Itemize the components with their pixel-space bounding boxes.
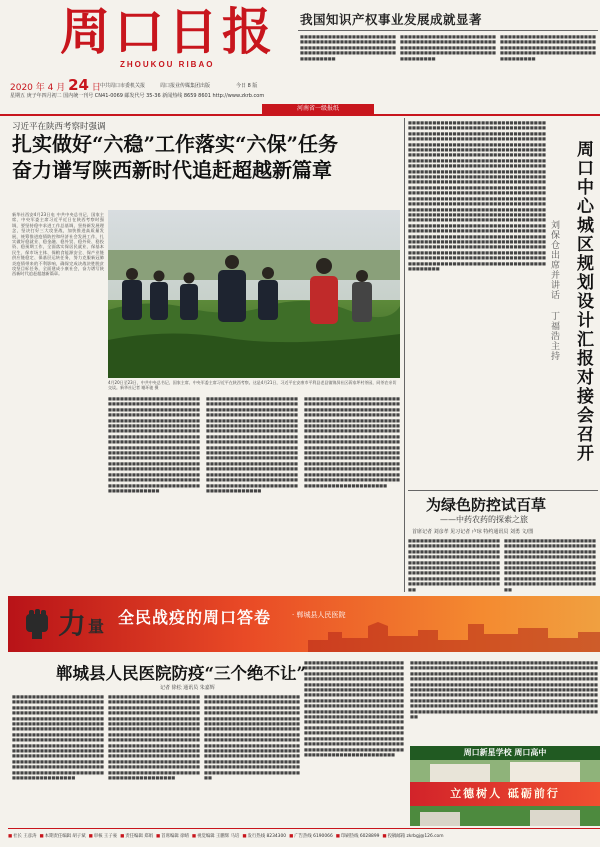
hospital-body-4: ■■■■■■■■■■■■■■■■■■■■■■■■■■■■■■■■■■■■■■■■■■■■■■■■■■■■■■■■■■■■■■■■■■■■■■■■■■■■■■■■■■■■■■■■■■■■■■■■■■■■■■■■■■■■■■■■■■■■■■■■■■■■■■■■■■■■■■■■■■■■■■■■■■■■■■■■■■■■■■■■■■■■■■■■■■■■■■■■■■■■■■■■■■■■■■■■■■■■■■■■■■■■■■■■■■■■■■■■■■■■■■■■■■■■■■■■■■■■■■■■■■■■■■■■■■■■■■■■■■■■■■■■■■■■■■■■■■■■■■■■■■■■■■■■■■■■■■■■■■■■■■■■■■■■■■■■■■■■■■■■■■■■■■■■■■■■■■■■■■■■■■■■■■■■■■■■■■■■■■■■■■■■■■■■■■■■■■■■■■■■■■■■■■■■■■■■■■■■■■■■■■■■■■■■■■■■■■■■■■■■■■■■■■■■■■■■■■■■■■■■■■■■■■■■: [304, 660, 404, 757]
footer-item: ■ 责任编辑 郑娟: [120, 833, 153, 839]
green-control-headline: 为绿色防控试百草: [426, 496, 547, 514]
masthead-pinyin: ZHOUKOU RIBAO: [120, 60, 215, 69]
weekday: 星期五: [10, 93, 26, 99]
banner-liang-char: 量: [88, 617, 105, 636]
lead-body-column-4: ■■■■■■■■■■■■■■■■■■■■■■■■■■■■■■■■■■■■■■■■■■■■■■■■■■■■■■■■■■■■■■■■■■■■■■■■■■■■■■■■■■■■■■■■■■■■■■■■■■■■■■■■■■■■■■■■■■■■■■■■■■■■■■■■■■■■■■■■■■■■■■■■■■■■■■■■■■■■■■■■■■■■■■■■■■■■■■■■■■■■■■■■■■■■■■■■■■■■■■■■■■■■■■■■■■■■■■■■■■■■■■■■■■■■■■■■■■■■■■■■■■■■■■■■■■■■■■■■■■■■■■■■■■■■■■■■■■■■■■■■■■■■■■■■■■■■■■■■■■■■■■■■■■■■■■■■■■■■■■■■■■■■■■■■■■■■■■■■■■■■■■■■■■■■■■■■■■■■■■■■■■■■■■■■■■■■■■■■■■■■■■■■■■■■■■■■■■■■■■■■■■■■■: [304, 396, 400, 488]
footer-item: ■ 广告热线 6190066: [289, 833, 333, 839]
phone: 新闻热线 8659 8601: [162, 93, 211, 99]
footer-item: ■ 本期责任编辑 胡子斌: [40, 833, 86, 839]
lead-body-column-1: 新华社西安4月23日电 中共中央总书记、国家主席、中央军委主席习近平近日在陕西考察时强调，要坚持稳中求进工作总基调，坚持新发展理念，坚决打好三大攻坚战，加快推进高质量发展，统筹推进疫情防控和经济社会发展工作，扎实做好稳就业、稳金融、稳外贸、稳外资、稳投资、稳预期工作，全面落实保居民就业、保基本民生、保市场主体、保粮食能源安全、保产业链供应链稳定、保基层运转任务，努力克服新冠肺炎疫情带来的不利影响，确保完成决战决胜脱贫攻坚目标任务，全面建成小康社会，奋力谱写陕西新时代追赶超越新篇章。: [12, 212, 104, 277]
lead-body-column-3: ■■■■■■■■■■■■■■■■■■■■■■■■■■■■■■■■■■■■■■■■■■■■■■■■■■■■■■■■■■■■■■■■■■■■■■■■■■■■■■■■■■■■■■■■■■■■■■■■■■■■■■■■■■■■■■■■■■■■■■■■■■■■■■■■■■■■■■■■■■■■■■■■■■■■■■■■■■■■■■■■■■■■■■■■■■■■■■■■■■■■■■■■■■■■■■■■■■■■■■■■■■■■■■■■■■■■■■■■■■■■■■■■■■■■■■■■■■■■■■■■■■■■■■■■■■■■■■■■■■■■■■■■■■■■■■■■■■■■■■■■■■■■■■■■■■■■■■■■■■■■■■■■■■■■■■■■■■■■■■■■■■■■■■■■■■■■■■■■■■■■■■■■■■■■■■■■■■■■■■■■■■■■■■■■■■■■■■■■■■■■■■■■■■■■■■■■■■■■■■■■■■■■■: [206, 396, 298, 493]
date-prefix: 2020 年 4 月: [10, 83, 66, 93]
campaign-banner: [8, 596, 600, 652]
hospital-headline: 郸城县人民医院防疫“三个绝不让”: [56, 664, 306, 683]
date-day: 24: [68, 76, 89, 94]
green-body-2: ■■■■■■■■■■■■■■■■■■■■■■■■■■■■■■■■■■■■■■■■■■■■■■■■■■■■■■■■■■■■■■■■■■■■■■■■■■■■■■■■■■■■■■■■■■■■■■■■■■■■■■■■■■■■■■■■■■■■■■■■■■■■■■■■■■■■■■■■■■■■■■■■■■■■■■■■■■■■■■■■■■■■■■■■■■■■■■■■■■■■■■■■■■■■■■■■■■■■■■■■■■■■■■■■■: [504, 538, 596, 592]
publisher-tag: 中共周口市委机关报: [100, 83, 146, 89]
footer-divider: [8, 828, 600, 829]
footer-item: ■ 首席编辑 徐晴: [156, 833, 189, 839]
green-control-author: 首席记者 刘彦孝 见习记者 卢琼 特约通讯员 刘勇 文/图: [412, 529, 534, 535]
hospital-byline: 记者 徐松 通讯员 朱嘉辉: [160, 685, 215, 691]
green-control-subhead: ——中药农药的探索之旅: [440, 515, 528, 524]
footer-item: ■ 发行热线 8234300: [242, 833, 286, 839]
top-divider: [0, 114, 600, 116]
footer-item: ■ 视觉编辑 王鹏辉 马培: [192, 833, 239, 839]
date-suffix: 日: [91, 83, 101, 93]
banner-subtitle: · 郸城县人民医院: [292, 611, 346, 619]
ip-column-3: ■■■■■■■■■■■■■■■■■■■■■■■■■■■■■■■■■■■■■■■■■■■■■■■■■■■■■■■■■■■■■■■■■■■■■■■■■■■■■■■■■■■■■■■■■■■■■■■■■■■■■■■■■: [500, 34, 596, 61]
post-code: 邮发代号 35-36: [124, 93, 161, 99]
footer-item: ■ 审核 王子豪: [89, 833, 118, 839]
green-body-1: ■■■■■■■■■■■■■■■■■■■■■■■■■■■■■■■■■■■■■■■■■■■■■■■■■■■■■■■■■■■■■■■■■■■■■■■■■■■■■■■■■■■■■■■■■■■■■■■■■■■■■■■■■■■■■■■■■■■■■■■■■■■■■■■■■■■■■■■■■■■■■■■■■■■■■■■■■■■■■■■■■■■■■■■■■■■■■■■■■■■■■■■■■■■■■■■■■■■■■■■■■■■■■■■■■: [408, 538, 500, 592]
right-bottom-article: ■■■■■■■■■■■■■■■■■■■■■■■■■■■■■■■■■■■■■■■■■■■■■■■■■■■■■■■■■■■■■■■■■■■■■■■■■■■■■■■■■■■■■■■■■■■■■■■■■■■■■■■■■■■■■■■■■■■■■■■■■■■■■■■■■■■■■■■■■■■■■■■■■■■■■■■■■■■■■■■■■■■■■■■■■■■■■■■■■■■■■■■■■■■■■■■■■■■■■■■■■■■■■■■■■■■■■■■■■■■■■■■■■■■■■■■■■■■■■■■■■■■■■■■■■■■■■■■■■■■■■■■■■■■■■■■■■■■■■■■■■■■■■■■■■■■■■■■■■■■■■■■■■■■■■■■■■■■■■■■■■■■■■■■■■■■■■■■■■■■■■■■■■■■■■■■■■■■■■■■■■■■■■■■■■■■■■■■■■■■■■■■■■■■■■■■■■■■■■■■■■■■■■■■■■■■■■■■■■■■■■■■■■■■■■■■■■■■■■■■■■■■■■■■■■■■■■■■■■■■■■■■■■■■■■■■■: [410, 660, 598, 720]
footer: [8, 830, 600, 842]
group-tag: 周口报业传媒集团出版: [160, 83, 211, 89]
lead-body-column-2: ■■■■■■■■■■■■■■■■■■■■■■■■■■■■■■■■■■■■■■■■■■■■■■■■■■■■■■■■■■■■■■■■■■■■■■■■■■■■■■■■■■■■■■■■■■■■■■■■■■■■■■■■■■■■■■■■■■■■■■■■■■■■■■■■■■■■■■■■■■■■■■■■■■■■■■■■■■■■■■■■■■■■■■■■■■■■■■■■■■■■■■■■■■■■■■■■■■■■■■■■■■■■■■■■■■■■■■■■■■■■■■■■■■■■■■■■■■■■■■■■■■■■■■■■■■■■■■■■■■■■■■■■■■■■■■■■■■■■■■■■■■■■■■■■■■■■■■■■■■■■■■■■■■■■■■■■■■■■■■■■■■■■■■■■■■■■■■■■■■■■■■■■■■■■■■■■■■■■■■■■■■■■■■■■■■■■■■■■■■■■■■■■■■■■■■■■■■■■■■■■■■■■: [108, 396, 200, 493]
hospital-body-3: ■■■■■■■■■■■■■■■■■■■■■■■■■■■■■■■■■■■■■■■■■■■■■■■■■■■■■■■■■■■■■■■■■■■■■■■■■■■■■■■■■■■■■■■■■■■■■■■■■■■■■■■■■■■■■■■■■■■■■■■■■■■■■■■■■■■■■■■■■■■■■■■■■■■■■■■■■■■■■■■■■■■■■■■■■■■■■■■■■■■■■■■■■■■■■■■■■■■■■■■■■■■■■■■■■■■■■■■■■■■■■■■■■■■■■■■■■■■■■■■■■■■■■■■■■■■■■■■■■■■■■■■■■■■■■■■■■■■■■■■■■■■■■■■■■■■■■■■■■■■■■■■■■■■■■■■■■■■■■■■■■■■■■■■■■■■■■■■■■■■■■■■■■■■■■■■■■■■■■■■■■■: [204, 694, 300, 781]
footer-item: ■ 印刷热线 6028899: [336, 833, 380, 839]
sidebar-vertical-subhead: 刘保仓出席并讲话 丁福浩主持: [549, 220, 559, 361]
school-building-graphic: [410, 760, 600, 782]
column-divider: [404, 118, 405, 592]
campus-graphic: [410, 806, 600, 826]
lead-headline-1: 扎实做好“六稳”工作落实“六保”任务: [12, 132, 339, 156]
masthead-title: 周口日报: [60, 2, 276, 61]
skyline-graphic: [308, 618, 600, 652]
lunar-date: 庚子年四月初二: [26, 93, 62, 99]
lead-photo: [108, 210, 400, 378]
level-badge: 河南省一级报纸: [262, 104, 374, 114]
ad-slogan: 立德树人 砥砺前行: [410, 782, 600, 806]
sidebar-vertical-headline: 周口中心城区规划设计汇报对接会召开: [573, 140, 593, 463]
issue-info: [10, 92, 264, 99]
school-ad[interactable]: [410, 746, 600, 826]
fist-icon: [20, 604, 56, 640]
lead-headline-2: 奋力谱写陕西新时代追赶超越新篇章: [12, 158, 332, 182]
banner-li-char: 力: [58, 607, 87, 640]
lead-kicker: 习近平在陕西考察时强调: [12, 122, 106, 132]
hospital-body-2: ■■■■■■■■■■■■■■■■■■■■■■■■■■■■■■■■■■■■■■■■■■■■■■■■■■■■■■■■■■■■■■■■■■■■■■■■■■■■■■■■■■■■■■■■■■■■■■■■■■■■■■■■■■■■■■■■■■■■■■■■■■■■■■■■■■■■■■■■■■■■■■■■■■■■■■■■■■■■■■■■■■■■■■■■■■■■■■■■■■■■■■■■■■■■■■■■■■■■■■■■■■■■■■■■■■■■■■■■■■■■■■■■■■■■■■■■■■■■■■■■■■■■■■■■■■■■■■■■■■■■■■■■■■■■■■■■■■■■■■■■■■■■■■■■■■■■■■■■■■■■■■■■■■■■■■■■■■■■■■■■■■■■■■■■■■■■■■■■■■■■■■■■■■■■■■■■■■■■■■■■■■: [108, 694, 200, 781]
footer-item: ■ 投稿邮箱 zkrbgj@126.com: [382, 833, 443, 839]
divider: [408, 490, 598, 491]
hospital-body-1: ■■■■■■■■■■■■■■■■■■■■■■■■■■■■■■■■■■■■■■■■■■■■■■■■■■■■■■■■■■■■■■■■■■■■■■■■■■■■■■■■■■■■■■■■■■■■■■■■■■■■■■■■■■■■■■■■■■■■■■■■■■■■■■■■■■■■■■■■■■■■■■■■■■■■■■■■■■■■■■■■■■■■■■■■■■■■■■■■■■■■■■■■■■■■■■■■■■■■■■■■■■■■■■■■■■■■■■■■■■■■■■■■■■■■■■■■■■■■■■■■■■■■■■■■■■■■■■■■■■■■■■■■■■■■■■■■■■■■■■■■■■■■■■■■■■■■■■■■■■■■■■■■■■■■■■■■■■■■■■■■■■■■■■■■■■■■■■■■■■■■■■■■■■■■■■■■■■■■■■■■■: [12, 694, 104, 781]
banner-title: 全民战疫的周口答卷: [118, 608, 272, 627]
ad-title: 周口新星学校 周口高中: [410, 746, 600, 760]
top-right-headline: 我国知识产权事业发展成就显著: [300, 12, 483, 27]
website: http://www.zkrb.com: [212, 93, 265, 99]
divider: [298, 30, 598, 31]
cn-code: 国内统一刊号 CN41-0069: [63, 93, 123, 99]
sidebar-body: ■■■■■■■■■■■■■■■■■■■■■■■■■■■■■■■■■■■■■■■■■■■■■■■■■■■■■■■■■■■■■■■■■■■■■■■■■■■■■■■■■■■■■■■■■■■■■■■■■■■■■■■■■■■■■■■■■■■■■■■■■■■■■■■■■■■■■■■■■■■■■■■■■■■■■■■■■■■■■■■■■■■■■■■■■■■■■■■■■■■■■■■■■■■■■■■■■■■■■■■■■■■■■■■■■■■■■■■■■■■■■■■■■■■■■■■■■■■■■■■■■■■■■■■■■■■■■■■■■■■■■■■■■■■■■■■■■■■■■■■■■■■■■■■■■■■■■■■■■■■■■■■■■■■■■■■■■■■■■■■■■■■■■■■■■■■■■■■■■■■■■■■■■■■■■■■■■■■■■■■■■■■■■■■■■■■■■■■■■■■■■■■■■■■■■■■■■■■■■■■■■■■■■■■■■■■■■■■■■■■■■■■■■■■■■■■■■■■■■■■■■■■■■■■■■■■■■■■■■■■■■■■■■■■■■■■■■■■■■■■■■■■■■■■■■■■■■■■■■■■■■■■■■■■■■■■■■■■■■■■■■■■■■■■■■■■■■■■■■■■■■■■■■■■■■■■■■■■■■■■■■■■■■■■■■■■■■■■■■■■■■■■■■■■■■■■■■■■■■■■■■■■■■■■■■■■■■■■■■■■■■■■■■■■■■■■■■■■■■■■■■■■■■■■■■■■■■■■■■■■■■■■■■■■■■■■■■■■■■■■■■■■■■■■■■■■■■■■■■■■■■■■■■■■■■■■■■■■■■■■■■■■■■■■■■■■■■■■■■■■■■■■■■■■■■■■■■■■■■■■■■■■■■■■■■■■■■■■■■■■■■■■■■■■■■■■■■■■■■■■■■■■■■■■■■■■■■■■■■■■■■■■■■■■■■■■■■■■■■■■■■■■■■■■■■■■■■■■■■■■■■■■■■■■■■■■■■■■■■■■■■■■■■■■■■■■■■■■■■■■■■■■■■■■■■■■■■■■■■■■■■■■■■■: [408, 120, 546, 271]
ip-column-1: ■■■■■■■■■■■■■■■■■■■■■■■■■■■■■■■■■■■■■■■■■■■■■■■■■■■■■■■■■■■■■■■■■■■■■■■■■■■■■■■■■■■■■■■■■■■■■■■■■■■■■■■■■: [300, 34, 396, 61]
photo-caption: 4月20日至23日，中共中央总书记、国家主席、中央军委主席习近平在陕西考察。这是4月21日，习近平在安康市平利县老县镇锦屏社区蒋家坪村茶园，同茶农亲切交谈。新华社记者 谢环驰 摄: [108, 380, 397, 390]
tea-garden-photo: [108, 210, 400, 378]
footer-item: ■ 社长 王彦涛: [8, 833, 37, 839]
ip-column-2: ■■■■■■■■■■■■■■■■■■■■■■■■■■■■■■■■■■■■■■■■■■■■■■■■■■■■■■■■■■■■■■■■■■■■■■■■■■■■■■■■■■■■■■■■■■■■■■■■■■■■■■■■■: [400, 34, 496, 61]
pages-tag: 今日 8 版: [236, 83, 258, 89]
